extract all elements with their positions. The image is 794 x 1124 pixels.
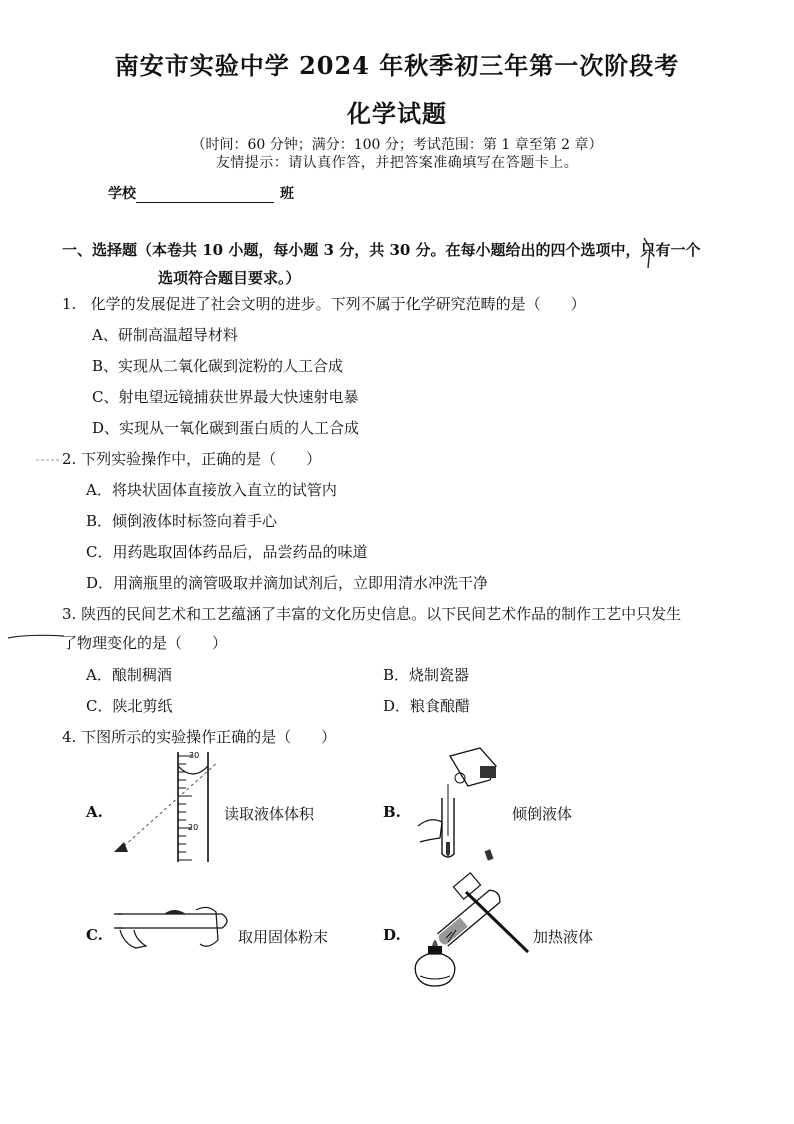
question-3-line2: 了物理变化的是（ ） (62, 634, 228, 652)
question-number: 1. (62, 295, 77, 313)
q3-option-b: B．烧制瓷器 (383, 666, 470, 684)
question-4 (62, 726, 336, 747)
question-number: 3. (62, 605, 77, 623)
school-blank (136, 188, 274, 203)
question-stem: 下列实验操作中，正确的是（ ） (81, 450, 322, 468)
section-title: 一、选择题 (62, 241, 138, 259)
q2-option-d: D．用滴瓶里的滴管吸取并滴加试剂后，立即用清水冲洗干净 (86, 574, 489, 592)
fig-d-letter: D. (383, 926, 401, 944)
fig-a-letter: A. (86, 803, 103, 821)
fig-c-caption: 取用固体粉末 (238, 928, 329, 946)
exam-subtitle: 化学试题 (347, 99, 447, 128)
q3-option-a: A．酿制稠酒 (86, 666, 172, 684)
q3-option-d: D．粮食酿醋 (383, 697, 471, 715)
q1-option-c: C、射电望远镜捕获世界最大快速射电暴 (92, 388, 359, 406)
exam-tip: 友情提示：请认真作答，并把答案准确填写在答题卡上。 (215, 155, 579, 171)
scale-label-mid: 20 (188, 823, 199, 832)
stray-mark (36, 457, 64, 463)
fig-d-caption: 加热液体 (533, 928, 594, 946)
school-label: 学校 (108, 186, 136, 202)
q1-option-b: B、实现从二氧化碳到淀粉的人工合成 (92, 357, 344, 375)
pouring-liquid-figure (410, 746, 510, 868)
q1-option-a: A、研制高温超导材料 (92, 326, 238, 344)
exam-info: （时间：60 分钟；满分：100 分；考试范围：第 1 章至第 2 章） (191, 137, 603, 153)
q2-option-c: C．用药匙取固体药品后，品尝药品的味道 (86, 543, 368, 561)
question-number: 2. (62, 450, 77, 468)
pen-mark (642, 236, 656, 270)
exam-title: 南安市实验中学 2024 年秋季初三年第一次阶段考 (114, 51, 680, 80)
heating-liquid-figure (402, 872, 532, 996)
stray-line (8, 632, 66, 642)
question-2 (62, 448, 321, 469)
fig-c-letter: C. (86, 926, 103, 944)
graduated-cylinder-figure (110, 748, 220, 868)
question-stem: 化学的发展促进了社会文明的进步。下列不属于化学研究范畴的是（ ） (90, 295, 586, 313)
powder-test-tube-figure (112, 900, 236, 958)
q3-option-c: C．陕北剪纸 (86, 697, 173, 715)
scale-label-top: 30 (189, 751, 200, 760)
q1-option-d: D、实现从一氧化碳到蛋白质的人工合成 (92, 419, 360, 437)
fig-b-letter: B. (383, 803, 401, 821)
question-stem: 下图所示的实验操作正确的是（ ） (81, 728, 337, 746)
school-field (108, 183, 294, 203)
fig-a-caption: 读取液体体积 (224, 805, 315, 823)
question-number: 4. (62, 728, 77, 746)
question-stem-line1: 陕西的民间艺术和工艺蕴涵了丰富的文化历史信息。以下民间艺术作品的制作工艺中只发生 (81, 605, 682, 623)
section-note-line2: 选项符合题目要求。） (158, 269, 301, 287)
question-3 (62, 603, 681, 624)
q2-option-a: A．将块状固体直接放入直立的试管内 (86, 481, 337, 499)
question-1 (62, 293, 586, 314)
class-label: 班 (280, 186, 294, 202)
section-note-line1: （本卷共 10 小题，每小题 3 分，共 30 分。在每小题给出的四个选项中，只有一个 (137, 241, 701, 259)
q2-option-b: B．倾倒液体时标签向着手心 (86, 512, 278, 530)
fig-b-caption: 倾倒液体 (512, 805, 573, 823)
